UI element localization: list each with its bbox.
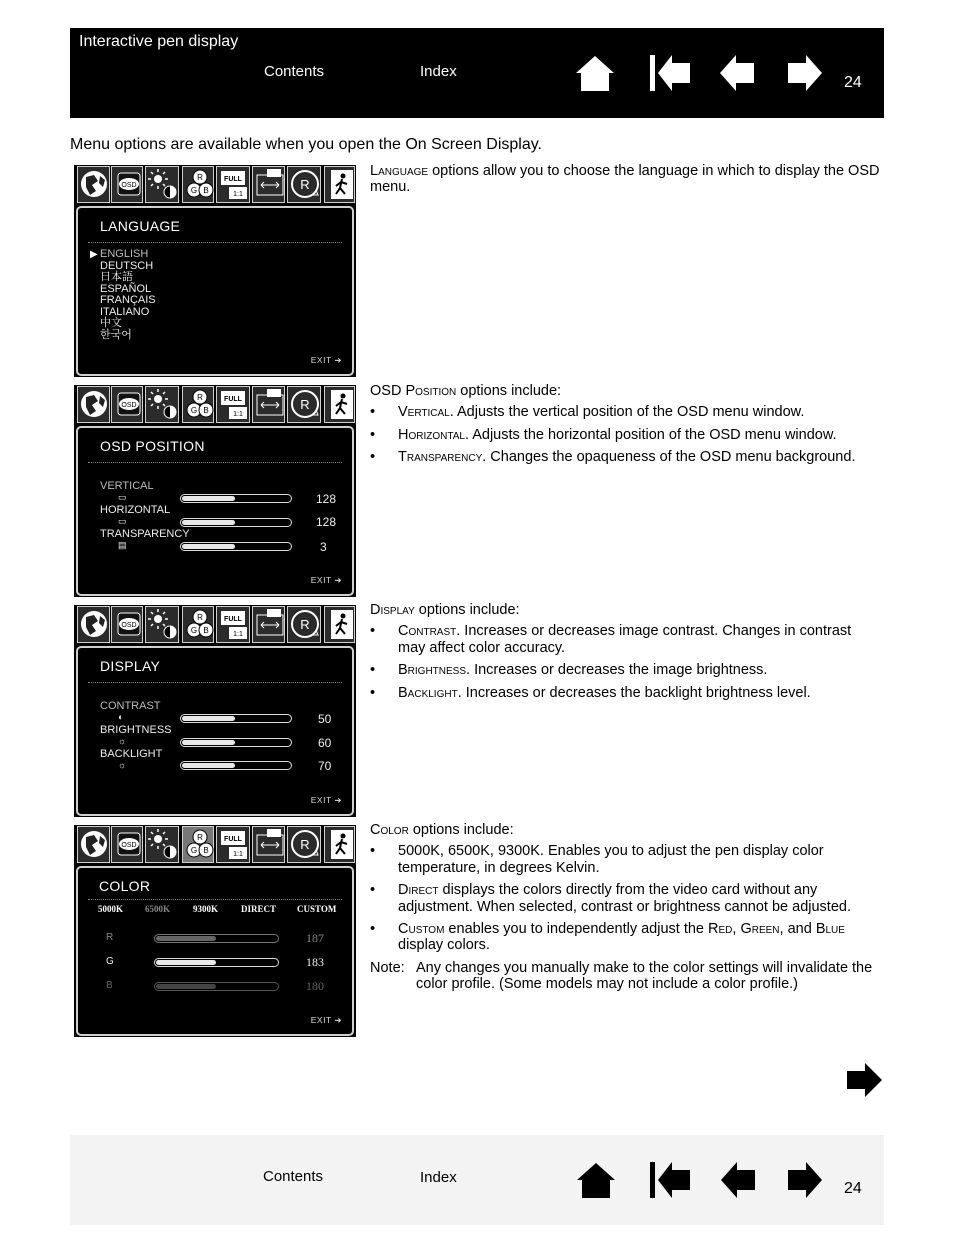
input-select-icon[interactable] <box>252 386 285 423</box>
slider-fill <box>182 520 235 525</box>
slider-label: HORIZONTAL <box>100 504 171 516</box>
slider-value: 180 <box>306 979 324 993</box>
preset-option[interactable]: 6500K <box>145 904 171 914</box>
exit-control[interactable]: EXIT ➜ <box>310 355 342 365</box>
color-description: Color options include: • 5000K, 6500K, 9300K. Enables you to adjust the pen display color temperature, in degrees Kelvin. • Direct displays the colors directly from the video card without any adjustment. When selected, contrast or brightness cannot be adjusted. • Custom enables you to independently adjust the Red, Green, and Blue display colors. Note: Any changes you manually make to the color settings will invalidate the color profile. (Some models may not include a color profile.) <box>370 822 880 993</box>
svg-text:1:1: 1:1 <box>233 851 243 858</box>
full-scale-icon[interactable] <box>216 386 250 423</box>
svg-text:OSD: OSD <box>121 182 137 189</box>
svg-text:FULL: FULL <box>224 836 242 843</box>
globe-icon[interactable] <box>77 166 110 203</box>
rgb-icon[interactable] <box>182 166 214 203</box>
panel-title: COLOR <box>99 878 151 894</box>
preset-option[interactable]: CUSTOM <box>297 904 337 914</box>
slider-value: 128 <box>316 515 337 529</box>
svg-text:B: B <box>203 626 209 635</box>
slider-fill <box>182 716 235 721</box>
reset-icon[interactable] <box>287 166 321 203</box>
backlight-icon: ☼ <box>118 760 127 770</box>
index-link[interactable]: Index <box>420 1169 457 1186</box>
language-option[interactable]: FRANÇAIS <box>100 294 156 306</box>
green-slider[interactable] <box>154 958 279 967</box>
list-item: • Transparency. Changes the opaqueness of the OSD menu background. <box>370 449 880 465</box>
slider-label: B <box>106 980 113 991</box>
first-page-icon[interactable] <box>650 55 690 91</box>
slider-value: 70 <box>318 759 332 773</box>
home-icon[interactable] <box>575 54 615 92</box>
list-item: • Custom enables you to independently adjust the Red, Green, and Blue display colors. <box>370 921 880 954</box>
page-number: 24 <box>844 1180 862 1197</box>
color-panel <box>76 866 354 1036</box>
osd-position-panel <box>76 426 354 596</box>
svg-text:R: R <box>197 173 203 182</box>
contents-link[interactable]: Contents <box>264 63 325 80</box>
svg-text:FULL: FULL <box>224 396 242 403</box>
svg-text:1:1: 1:1 <box>233 411 243 418</box>
rgb-icon[interactable] <box>182 826 214 863</box>
osd-screenshot-language <box>74 165 356 377</box>
display-description: Display options include: • Contrast. Increases or decreases image contrast. Changes in contrast may affect color accuracy. • Brightness. Increases or decreases the image brightness. • Backlight. Increases or decreases the backlight brightness level. <box>370 602 880 701</box>
input-select-icon[interactable] <box>252 606 285 643</box>
slider-fill <box>182 544 235 549</box>
exit-icon[interactable] <box>324 386 355 423</box>
svg-text:OSD: OSD <box>121 622 137 629</box>
display-panel <box>76 646 354 816</box>
brightness-contrast-icon[interactable] <box>145 386 179 423</box>
svg-text:OSD: OSD <box>121 842 137 849</box>
slider-label: TRANSPARENCY <box>100 528 190 540</box>
osd-icon[interactable] <box>111 386 143 423</box>
svg-text:G: G <box>190 186 198 195</box>
svg-text:R: R <box>300 837 310 852</box>
slider-value: 3 <box>320 540 327 554</box>
list-item: • Direct displays the colors directly from the video card without any adjustment. When selected, contrast or brightness cannot be adjusted. <box>370 882 880 915</box>
full-scale-icon[interactable] <box>216 166 250 203</box>
list-item: • Horizontal. Adjusts the horizontal position of the OSD menu window. <box>370 427 880 443</box>
transparency-icon: ▤ <box>118 540 127 550</box>
panel-title: LANGUAGE <box>100 218 181 234</box>
exit-icon[interactable] <box>324 826 355 863</box>
svg-text:B: B <box>203 846 209 855</box>
list-item: • Brightness. Increases or decreases the image brightness. <box>370 662 880 678</box>
transparency-slider[interactable] <box>180 542 292 551</box>
svg-text:R: R <box>300 617 310 632</box>
svg-text:R: R <box>300 177 310 192</box>
input-select-icon[interactable] <box>252 166 285 203</box>
slider-value: 50 <box>318 712 332 726</box>
svg-text:R: R <box>197 393 203 402</box>
brightness-contrast-icon[interactable] <box>145 826 179 863</box>
language-option[interactable]: 한국어 <box>100 328 132 341</box>
osd-screenshot-position <box>74 385 356 597</box>
blue-slider[interactable] <box>154 982 279 991</box>
language-panel <box>76 206 354 376</box>
slider-value: 187 <box>306 931 324 945</box>
svg-text:B: B <box>203 186 209 195</box>
osd-screenshot-display <box>74 605 356 817</box>
list-item: • Contrast. Increases or decreases image contrast. Changes in contrast may affect color accuracy. <box>370 623 880 656</box>
slider-fill <box>156 960 216 965</box>
preset-option[interactable]: 9300K <box>193 904 219 914</box>
first-page-icon[interactable] <box>650 1162 690 1198</box>
exit-icon[interactable] <box>324 166 355 203</box>
divider <box>88 899 342 900</box>
svg-text:R: R <box>197 613 203 622</box>
panel-title: OSD POSITION <box>100 438 205 454</box>
list-item: • 5000K, 6500K, 9300K. Enables you to adjust the pen display color temperature, in degrees Kelvin. <box>370 843 880 876</box>
slider-fill <box>182 763 235 768</box>
rgb-icon[interactable] <box>182 606 214 643</box>
language-description: Language options allow you to choose the language in which to display the OSD menu. <box>370 163 880 196</box>
svg-text:FULL: FULL <box>224 616 242 623</box>
list-item: • Backlight. Increases or decreases the backlight brightness level. <box>370 685 880 701</box>
rgb-icon[interactable] <box>182 386 214 423</box>
language-option[interactable]: DEUTSCH <box>100 259 154 272</box>
footer-bar <box>70 1135 884 1225</box>
slider-fill <box>156 936 216 941</box>
reset-icon[interactable] <box>287 826 321 863</box>
exit-control[interactable]: EXIT ➜ <box>310 575 342 585</box>
brightness-contrast-icon[interactable] <box>145 606 179 643</box>
intro-text: Menu options are available when you open the On Screen Display. <box>70 136 542 153</box>
osd-icon[interactable] <box>111 826 143 863</box>
vertical-icon: ▭ <box>118 492 127 502</box>
osd-position-description: OSD Position options include: • Vertical. Adjusts the vertical position of the OSD menu window. • Horizontal. Adjusts the horizontal position of the OSD menu window. • Transparency. Changes the opaqueness of the OSD menu background. <box>370 383 880 466</box>
svg-text:G: G <box>190 846 198 855</box>
note: Note: Any changes you manually make to the color settings will invalidate the color profile. (Some models may not include a color profile.) <box>370 959 873 993</box>
divider <box>88 682 342 683</box>
previous-page-icon[interactable] <box>721 1162 755 1198</box>
exit-icon[interactable] <box>324 606 355 643</box>
slider-value: 183 <box>306 955 324 969</box>
home-icon[interactable] <box>576 1161 616 1199</box>
header-bar <box>70 28 884 118</box>
slider-value: 60 <box>318 736 332 750</box>
full-scale-icon[interactable] <box>216 606 250 643</box>
brightness-slider[interactable] <box>180 738 292 747</box>
slider-fill <box>156 984 216 989</box>
slider-label: CONTRAST <box>100 700 161 712</box>
globe-icon[interactable] <box>77 386 110 423</box>
next-page-icon[interactable] <box>788 1162 822 1198</box>
globe-icon[interactable] <box>77 826 110 863</box>
next-page-arrow-icon[interactable] <box>846 1062 882 1098</box>
list-item: • Vertical. Adjusts the vertical position of the OSD menu window. <box>370 404 880 420</box>
input-select-icon[interactable] <box>252 826 285 863</box>
language-option[interactable]: 中文 <box>100 317 122 329</box>
slider-label: VERTICAL <box>100 480 154 492</box>
brightness-contrast-icon[interactable] <box>145 166 179 203</box>
full-scale-icon[interactable] <box>216 826 250 863</box>
slider-label: G <box>106 956 114 967</box>
horizontal-icon: ▭ <box>118 516 127 526</box>
horizontal-slider[interactable] <box>180 518 292 527</box>
contents-link[interactable]: Contents <box>263 1168 324 1185</box>
slider-label: BACKLIGHT <box>100 748 163 760</box>
document-title: Interactive pen display <box>79 33 239 50</box>
slider-label: R <box>106 932 114 943</box>
language-option[interactable]: ENGLISH <box>100 248 149 260</box>
slider-label: BRIGHTNESS <box>100 724 172 736</box>
page-number: 24 <box>844 74 862 91</box>
slider-value: 128 <box>316 492 337 506</box>
brightness-icon: ☼ <box>118 736 127 746</box>
panel-title: DISPLAY <box>100 658 161 674</box>
exit-control[interactable]: EXIT ➜ <box>310 1015 342 1025</box>
osd-icon[interactable] <box>111 166 143 203</box>
selection-arrow-icon: ▶ <box>90 249 98 260</box>
svg-text:FULL: FULL <box>224 176 242 183</box>
backlight-slider[interactable] <box>180 761 292 770</box>
svg-text:1:1: 1:1 <box>233 191 243 198</box>
preset-option[interactable]: 5000K <box>98 904 124 914</box>
svg-text:G: G <box>190 406 198 415</box>
reset-icon[interactable] <box>287 386 321 423</box>
divider <box>88 242 342 243</box>
osd-icon[interactable] <box>111 606 143 643</box>
slider-fill <box>182 740 235 745</box>
svg-text:OSD: OSD <box>121 402 137 409</box>
reset-icon[interactable] <box>287 606 321 643</box>
svg-text:R: R <box>300 397 310 412</box>
exit-control[interactable]: EXIT ➜ <box>310 795 342 805</box>
contrast-icon: ◐ <box>118 712 124 722</box>
svg-text:B: B <box>203 406 209 415</box>
index-link[interactable]: Index <box>420 63 457 80</box>
svg-text:G: G <box>190 626 198 635</box>
language-option[interactable]: ITALIANO <box>100 305 150 318</box>
preset-option[interactable]: DIRECT <box>241 904 277 914</box>
next-page-icon[interactable] <box>788 55 822 91</box>
language-option[interactable]: ESPAÑOL <box>100 282 152 295</box>
language-option[interactable]: 日本語 <box>100 271 133 283</box>
svg-text:R: R <box>197 833 203 842</box>
globe-icon[interactable] <box>77 606 110 643</box>
svg-text:1:1: 1:1 <box>233 631 243 638</box>
osd-screenshot-color <box>74 825 356 1037</box>
divider <box>88 462 342 463</box>
red-slider[interactable] <box>154 934 279 943</box>
previous-page-icon[interactable] <box>720 55 754 91</box>
slider-fill <box>182 496 235 501</box>
vertical-slider[interactable] <box>180 494 292 503</box>
contrast-slider[interactable] <box>180 714 292 723</box>
